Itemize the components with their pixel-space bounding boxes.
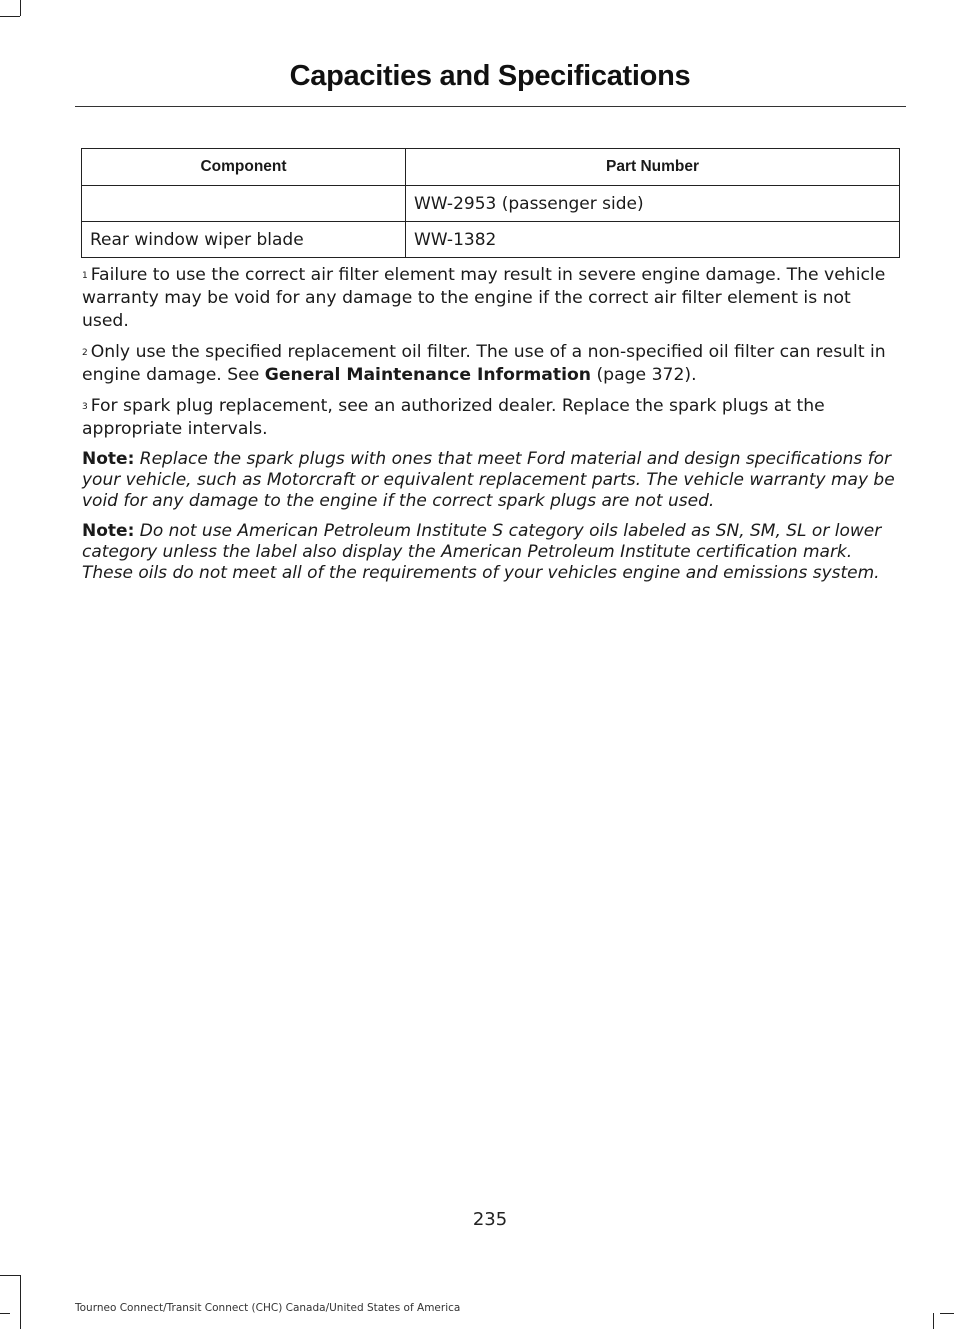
footnote bbox=[82, 341, 902, 387]
table-cell-component bbox=[82, 186, 406, 222]
footnote bbox=[82, 264, 902, 333]
note-label: Note: bbox=[82, 521, 135, 541]
crop-mark bbox=[0, 16, 20, 17]
crop-mark bbox=[940, 1313, 954, 1314]
crop-mark bbox=[933, 1313, 934, 1329]
note bbox=[82, 449, 902, 512]
page-title: Capacities and Specifications bbox=[289, 60, 691, 92]
table-header-row bbox=[82, 149, 900, 186]
page-number: 235 bbox=[472, 1209, 508, 1230]
table-row bbox=[82, 222, 900, 258]
footnote-text: For spark plug replacement, see an authorized dealer. Replace the spark plugs at the appropriate intervals. bbox=[82, 396, 825, 439]
table-cell-component: Rear window wiper blade bbox=[82, 222, 406, 258]
crop-mark bbox=[20, 1275, 21, 1329]
cross-reference-link[interactable]: General Maintenance Information bbox=[264, 365, 592, 385]
footnote-mark: 1 bbox=[82, 271, 88, 281]
column-header-component: Component bbox=[82, 149, 406, 186]
crop-mark bbox=[20, 0, 21, 16]
table-row bbox=[82, 186, 900, 222]
notes-section bbox=[82, 264, 902, 593]
footnote-text: Failure to use the correct air filter element may result in severe engine damage. The vehicle warranty may be void for any damage to the engine if the correct air filter element is not used. bbox=[82, 265, 886, 331]
note-text: Do not use American Petroleum Institute S category oils labeled as SN, SM, SL or lower category unless the label also display the American Petroleum Institute certification mark. These oils do not meet all of the requirements of your vehicles engine and emissions system. bbox=[82, 521, 882, 583]
note-text: Replace the spark plugs with ones that meet Ford material and design specifications for your vehicle, such as Motorcraft or equivalent replacement parts. The vehicle warranty may be void for any damage to the engine if the correct spark plugs are not used. bbox=[82, 449, 895, 511]
footnote-text: Only use the specified replacement oil filter. The use of a non-specified oil filter can result in engine damage. See bbox=[82, 342, 886, 385]
footnote-mark: 2 bbox=[82, 348, 88, 358]
crop-mark bbox=[0, 1275, 20, 1276]
table-cell-part-number: WW-2953 (passenger side) bbox=[406, 186, 900, 222]
note bbox=[82, 521, 902, 584]
parts-table bbox=[81, 148, 900, 258]
footnote-mark: 3 bbox=[82, 402, 88, 412]
table-cell-part-number: WW-1382 bbox=[406, 222, 900, 258]
footnote-text: (page 372). bbox=[591, 365, 697, 385]
page-footer: Tourneo Connect/Transit Connect (CHC) Canada/United States of America bbox=[75, 1302, 461, 1314]
crop-mark bbox=[0, 1313, 10, 1314]
title-divider bbox=[75, 106, 906, 107]
note-label: Note: bbox=[82, 449, 135, 469]
footnote bbox=[82, 395, 902, 441]
column-header-part-number: Part Number bbox=[406, 149, 900, 186]
